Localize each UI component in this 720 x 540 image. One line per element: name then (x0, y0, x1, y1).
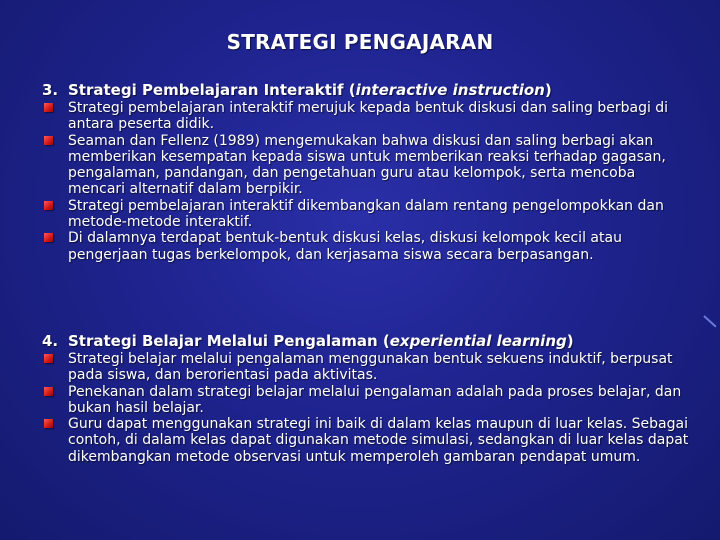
list-item (42, 230, 692, 263)
slide-title: STRATEGI PENGAJARAN (226, 30, 494, 54)
red-square-bullet-icon (44, 387, 53, 396)
bullet-text: Penekanan dalam strategi belajar melalui pengalaman adalah pada proses belajar, dan bukan hasil belajar. (68, 383, 682, 416)
section-heading-text: Strategi Pembelajaran Interaktif ( (68, 81, 356, 99)
red-square-bullet-icon (44, 419, 53, 428)
bullet-text: Strategi belajar melalui pengalaman menggunakan bentuk sekuens induktif, berpusat pada siswa, dan berorientasi pada aktivitas. (68, 351, 673, 384)
bullet-text: Guru dapat menggunakan strategi ini baik di dalam kelas maupun di luar kelas. Sebagai contoh, di dalam kelas dapat digunakan metode simulasi, sedangkan di luar kelas dapat dikembangkan metode observasi untuk memperoleh gambaran pendapat umum. (68, 416, 689, 465)
bullet-list (42, 100, 692, 263)
red-square-bullet-icon (44, 233, 53, 242)
list-item (42, 384, 692, 417)
list-item (42, 133, 692, 198)
red-square-bullet-icon (44, 354, 53, 363)
bullet-text: Strategi pembelajaran interaktif dikembangkan dalam rentang pengelompokkan dan metode-metode interaktif. (68, 197, 664, 231)
section-interactive-instruction (42, 80, 692, 263)
list-item (42, 416, 692, 465)
section-heading-text: Strategi Belajar Melalui Pengalaman ( (68, 332, 390, 350)
section-heading-end: ) (544, 81, 552, 99)
section-number: 3. (42, 81, 59, 99)
bullet-text: Di dalamnya terdapat bentuk-bentuk diskusi kelas, diskusi kelompok kecil atau pengerjaan tugas berkelompok, dan kerjasama siswa secara berpasangan. (68, 230, 622, 263)
red-square-bullet-icon (44, 201, 53, 210)
section-heading-end: ) (566, 332, 574, 350)
section-heading (42, 331, 692, 351)
section-experiential-learning (42, 331, 692, 465)
section-heading (42, 80, 692, 100)
bullet-list (42, 351, 692, 465)
bullet-text: Strategi pembelajaran interaktif merujuk kepada bentuk diskusi dan saling berbagi di antara peserta didik. (68, 100, 669, 133)
bullet-text: Seaman dan Fellenz (1989) mengemukakan bahwa diskusi dan saling berbagi akan memberikan kesempatan kepada siswa untuk memberikan reaksi terhadap gagasan, pengalaman, pandangan, dan pengetahuan guru atau kelompok, serta mencoba mencari alternatif dalam berpikir. (68, 132, 666, 198)
red-square-bullet-icon (44, 103, 53, 112)
section-heading-italic: interactive instruction (355, 81, 545, 99)
red-square-bullet-icon (44, 136, 53, 145)
list-item (42, 198, 692, 231)
section-heading-italic: experiential learning (389, 332, 567, 350)
section-number: 4. (42, 332, 59, 350)
list-item (42, 100, 692, 133)
decorative-line (703, 315, 716, 327)
list-item (42, 351, 692, 384)
